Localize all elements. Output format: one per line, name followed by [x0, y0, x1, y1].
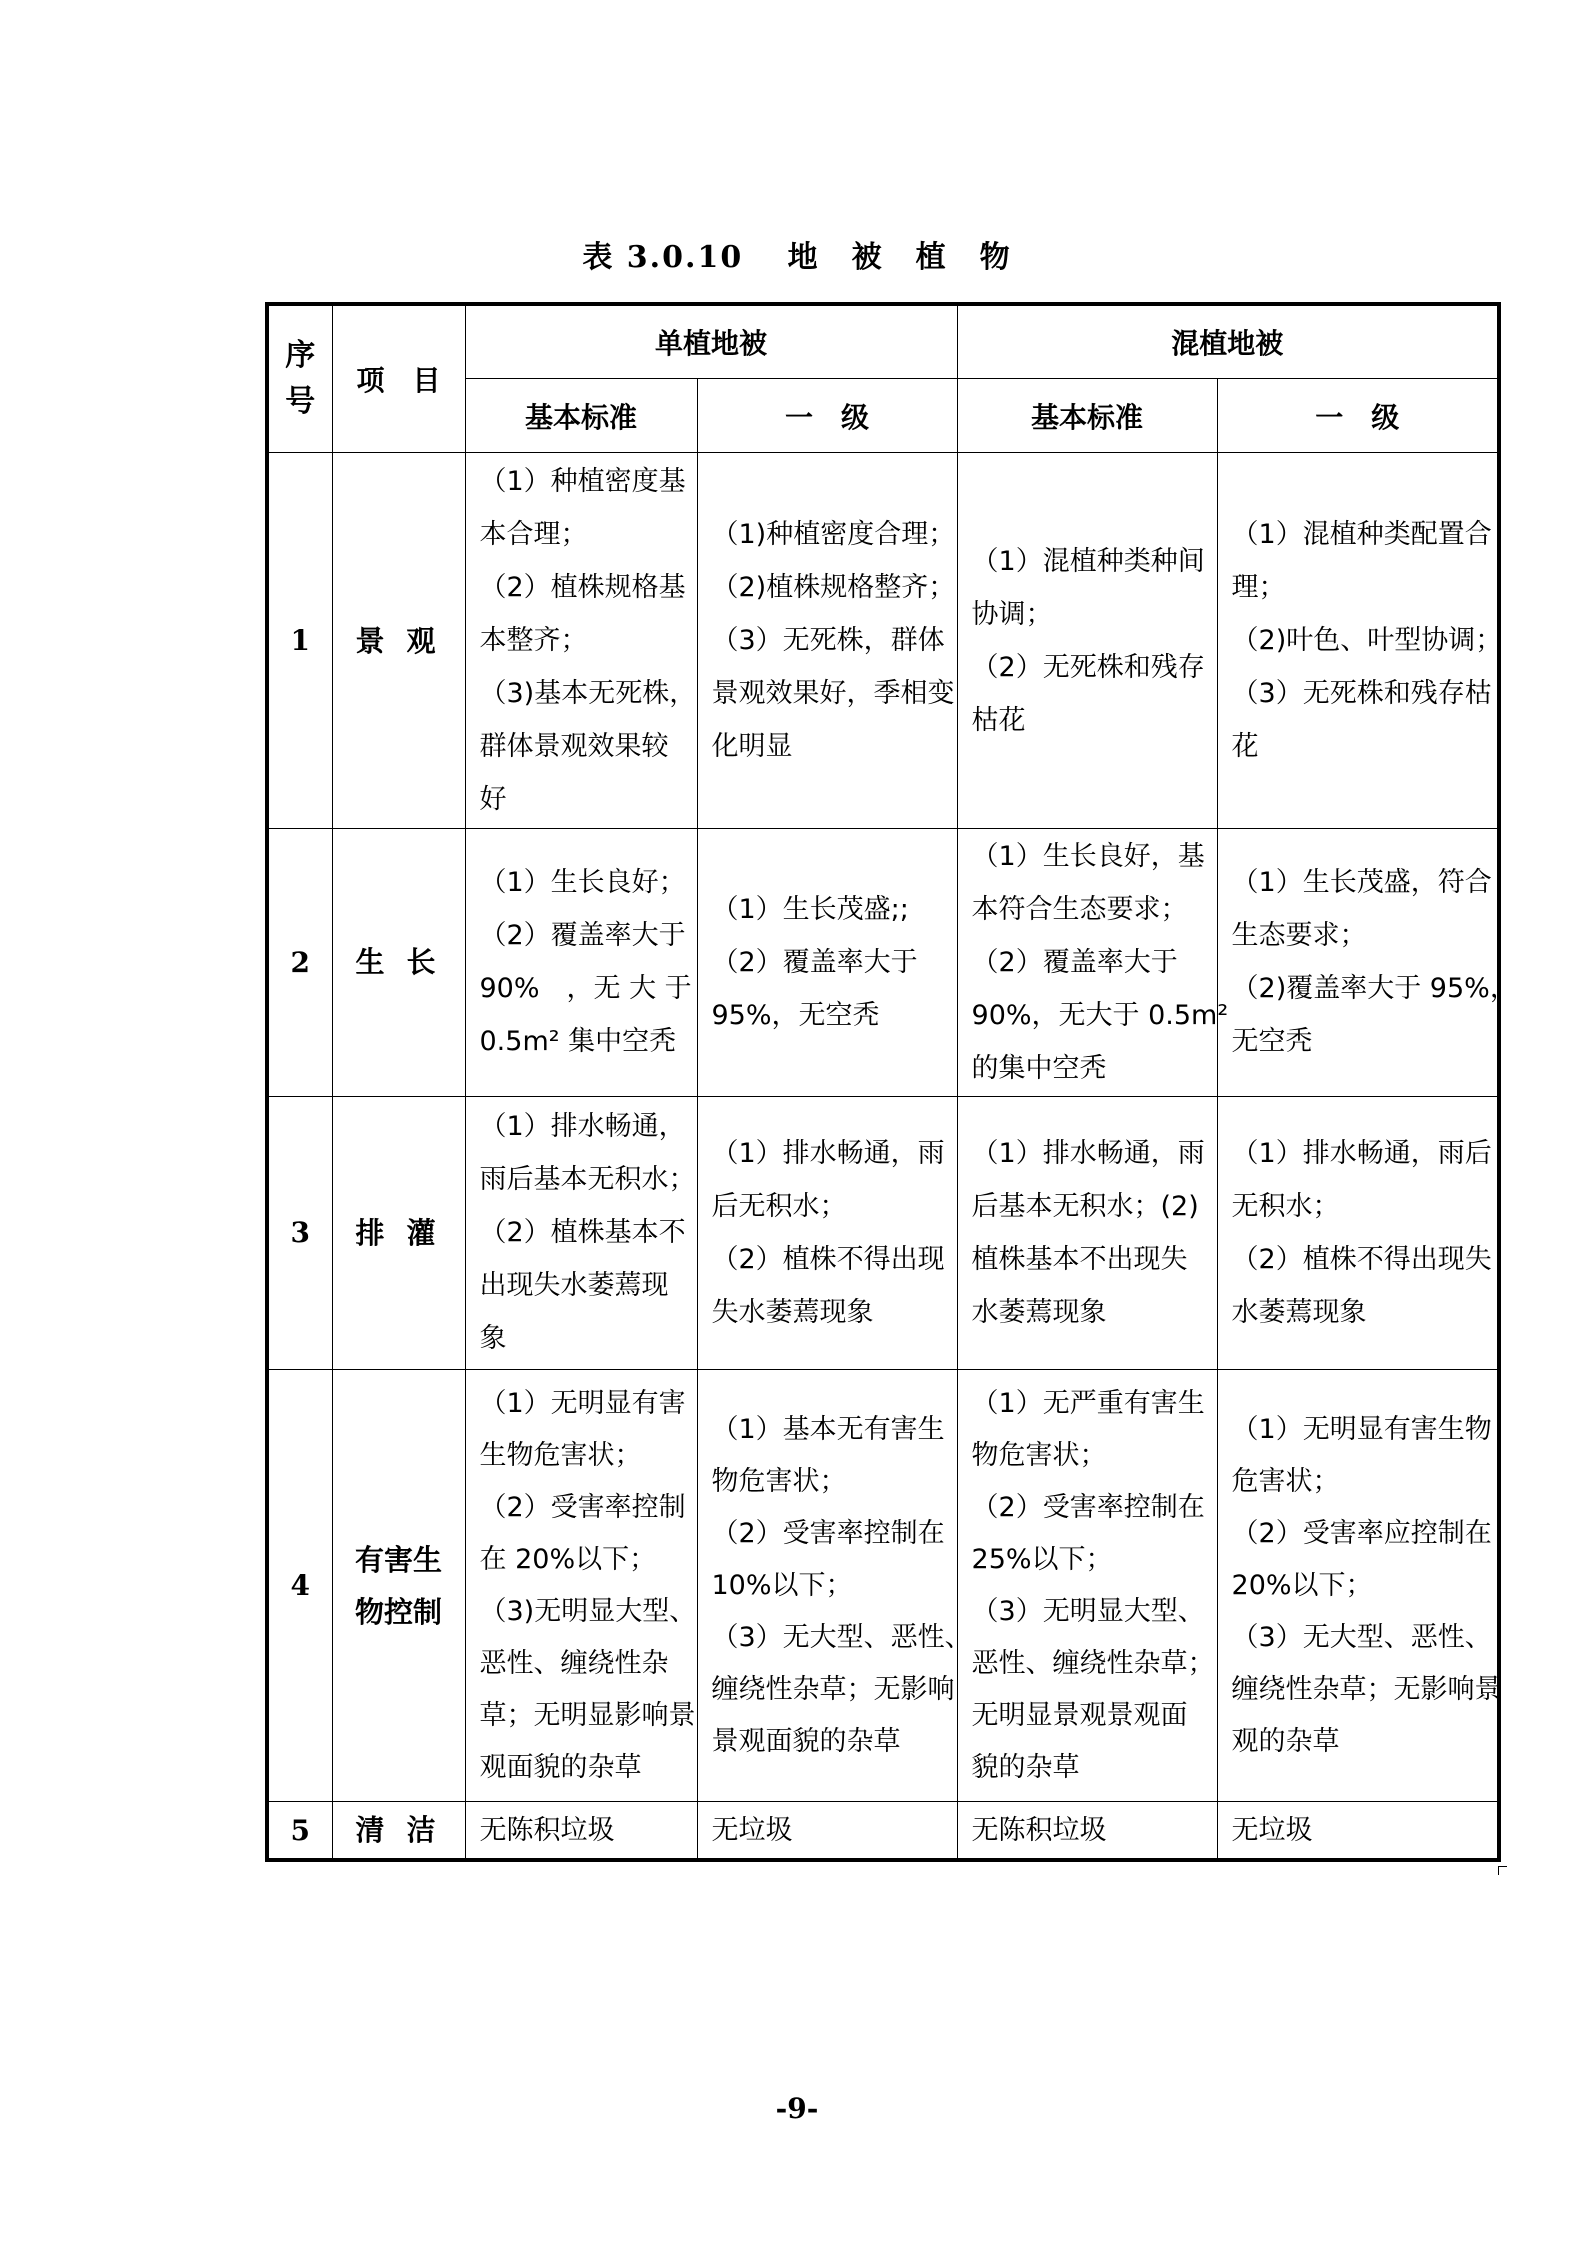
cell-line: 观的杂草 — [1231, 1725, 1340, 1757]
cell-line: 恶性、缠绕性杂草； — [971, 1647, 1215, 1679]
cell-single-level1 — [697, 1096, 957, 1369]
cell-line: 水萎蔫现象 — [971, 1296, 1107, 1328]
cell-single-basic — [465, 1369, 697, 1801]
cell-line: 景观面貌的杂草 — [711, 1725, 901, 1757]
row-number: 5 — [267, 1802, 332, 1860]
ground-cover-standards-table — [265, 302, 1517, 1862]
cell-line: （3）无大型、恶性、 — [711, 1621, 972, 1653]
cell-mixed-basic — [957, 453, 1217, 829]
cell-line: （1）种植密度基 — [479, 466, 686, 498]
cell-single-level1 — [697, 1369, 972, 1801]
cell-single-basic — [465, 829, 697, 1096]
header-mixed-basic: 基本标准 — [957, 378, 1217, 452]
header-mixed-level1: 一 级 — [1217, 378, 1499, 452]
cell-line: 20%以下； — [1231, 1569, 1373, 1601]
cell-line: （1）混植种类种间 — [971, 545, 1205, 577]
cell-line: 貌的杂草 — [971, 1751, 1080, 1783]
cell-mixed-level1 — [1217, 1096, 1499, 1369]
cell-line: （2）植株规格基 — [479, 572, 686, 604]
cell-line: 失水萎蔫现象 — [711, 1296, 874, 1328]
cell-mixed-level1 — [1217, 1802, 1499, 1860]
cell-line: （2)覆盖率大于 95%， — [1231, 973, 1517, 1005]
cell-line: （1）生长良好，基 — [971, 840, 1205, 872]
paragraph-corner-mark — [1498, 1866, 1507, 1875]
cell-line: （2）受害率控制 — [479, 1491, 686, 1523]
cell-line: （2）无死株和残存 — [971, 651, 1205, 683]
cell-mixed-basic — [957, 1802, 1217, 1860]
cell-mixed-level1 — [1217, 453, 1503, 829]
cell-single-basic — [465, 1096, 697, 1369]
cell-line: 草；无明显影响景 — [479, 1699, 696, 1731]
cell-line: 的集中空秃 — [971, 1052, 1107, 1084]
cell-line: （3）无明显大型、 — [971, 1595, 1205, 1627]
cell-line: 象 — [479, 1323, 507, 1355]
cell-line: （3）无死株，群体 — [711, 625, 945, 657]
cell-mixed-basic — [957, 1096, 1217, 1369]
cell-line: 群体景观效果较 — [479, 731, 669, 763]
cell-line: （1）无明显有害生物 — [1231, 1413, 1492, 1445]
cell-line: 90% ，无 大 于 — [479, 973, 692, 1005]
cell-line: （1）无明显有害 — [479, 1387, 686, 1419]
cell-line: 景观效果好，季相变 — [711, 678, 955, 710]
cell-line: 后无积水； — [711, 1190, 847, 1222]
row-number: 3 — [267, 1096, 332, 1369]
header-single-level1: 一 级 — [697, 378, 957, 452]
cell-line: （1）排水畅通，雨 — [971, 1137, 1205, 1169]
cell-line: （2）受害率应控制在 — [1231, 1517, 1492, 1549]
cell-line: 好 — [479, 784, 507, 816]
cell-line: （3）无死株和残存枯 — [1231, 678, 1492, 710]
cell-line: （3)基本无死株， — [479, 678, 697, 710]
cell-line: （3）无大型、恶性、 — [1231, 1621, 1492, 1653]
table-row — [267, 1096, 1499, 1369]
row-item-name: 生 长 — [332, 829, 465, 1096]
cell-line: （2）受害率控制在 — [971, 1491, 1205, 1523]
row-item-name-line: 物控制 — [354, 1594, 442, 1629]
row-number: 2 — [267, 829, 332, 1096]
cell-line: 化明显 — [711, 731, 793, 763]
cell-line: （1）无严重有害生 — [971, 1387, 1205, 1419]
table-row — [267, 1369, 1499, 1801]
cell-line: 物危害状； — [971, 1439, 1107, 1471]
cell-line: （2）植株基本不 — [479, 1217, 686, 1249]
cell-line: 枯花 — [971, 704, 1026, 736]
table-row — [267, 453, 1499, 829]
row-item-name-line: 有害生 — [354, 1542, 442, 1577]
cell-mixed-level1 — [1217, 1369, 1502, 1801]
cell-line: 观面貌的杂草 — [479, 1751, 642, 1783]
cell-line: 无明显景观景观面 — [971, 1699, 1188, 1731]
cell-single-level1 — [697, 453, 957, 829]
header-serial — [267, 304, 332, 453]
cell-line: 无陈积垃圾 — [971, 1814, 1107, 1846]
cell-single-basic — [465, 453, 697, 829]
row-item-name: 景 观 — [332, 453, 465, 829]
cell-line: 本符合生态要求； — [971, 893, 1188, 925]
cell-line: （1）生长良好； — [479, 867, 686, 899]
row-item-name: 清 洁 — [332, 1802, 465, 1860]
cell-mixed-basic — [957, 829, 1229, 1096]
cell-line: 生态要求； — [1231, 920, 1367, 952]
cell-line: 出现失水萎蔫现 — [479, 1270, 669, 1302]
cell-single-basic — [465, 1802, 697, 1860]
cell-line: 生物危害状； — [479, 1439, 642, 1471]
cell-line: 花 — [1231, 731, 1259, 763]
cell-line: （2)植株规格整齐； — [711, 572, 956, 604]
cell-line: 无积水； — [1231, 1190, 1340, 1222]
cell-line: 无空秃 — [1231, 1026, 1313, 1058]
cell-line: 植株基本不出现失 — [971, 1243, 1188, 1275]
cell-line: 协调； — [971, 598, 1053, 630]
cell-line: （2)叶色、叶型协调； — [1231, 625, 1503, 657]
cell-line: 恶性、缠绕性杂 — [479, 1647, 669, 1679]
header-mixed-planting: 混植地被 — [957, 304, 1499, 378]
cell-line: （1）生长茂盛，符合 — [1231, 867, 1492, 899]
table-row — [267, 829, 1499, 1096]
cell-line: 10%以下； — [711, 1569, 853, 1601]
table-row — [267, 1802, 1499, 1860]
cell-line: 危害状； — [1231, 1465, 1340, 1497]
cell-line: （1）混植种类配置合 — [1231, 519, 1492, 551]
cell-line: 缠绕性杂草；无影响 — [711, 1673, 955, 1705]
cell-single-level1 — [697, 829, 957, 1096]
cell-line: （2）覆盖率大于 — [971, 946, 1178, 978]
cell-line: 雨后基本无积水； — [479, 1164, 696, 1196]
cell-line: 物危害状； — [711, 1465, 847, 1497]
cell-line: 无垃圾 — [1231, 1814, 1313, 1846]
cell-single-level1 — [697, 1802, 957, 1860]
cell-mixed-basic — [957, 1369, 1217, 1801]
cell-line: 缠绕性杂草；无影响景 — [1231, 1673, 1502, 1705]
cell-line: 后基本无积水；(2) — [971, 1190, 1199, 1222]
cell-mixed-level1 — [1217, 829, 1517, 1096]
table-title: 表 3.0.10 地 被 植 物 — [582, 240, 1012, 275]
cell-line: 本整齐； — [479, 625, 588, 657]
cell-line: 在 20%以下； — [479, 1543, 657, 1575]
cell-line: 理； — [1231, 572, 1286, 604]
cell-line: 本合理； — [479, 519, 588, 551]
cell-line: （1）排水畅通， — [479, 1111, 686, 1143]
cell-line: 25%以下； — [971, 1543, 1113, 1575]
cell-line: （2）覆盖率大于 — [479, 920, 686, 952]
header-single-planting: 单植地被 — [465, 304, 957, 378]
row-number: 1 — [267, 453, 332, 829]
header-single-basic: 基本标准 — [465, 378, 697, 452]
cell-line: 无陈积垃圾 — [479, 1814, 615, 1846]
cell-line: （1)种植密度合理； — [711, 519, 956, 551]
cell-line: 90%，无大于 0.5m² — [971, 999, 1229, 1031]
page-number: -9- — [775, 2092, 819, 2125]
cell-line: （3)无明显大型、 — [479, 1595, 697, 1627]
cell-line: （2）植株不得出现 — [711, 1243, 945, 1275]
header-item: 项 目 — [332, 304, 465, 453]
cell-line: （1）生长茂盛;; — [711, 893, 909, 925]
cell-line: （2）覆盖率大于 — [711, 946, 918, 978]
row-item-name: 排 灌 — [332, 1096, 465, 1369]
cell-line: （1）排水畅通，雨 — [711, 1137, 945, 1169]
cell-line: （2）植株不得出现失 — [1231, 1243, 1492, 1275]
cell-line: 0.5m² 集中空秃 — [479, 1026, 677, 1058]
cell-line: （2）受害率控制在 — [711, 1517, 945, 1549]
cell-line: （1）基本无有害生 — [711, 1413, 945, 1445]
cell-line: 95%，无空秃 — [711, 999, 880, 1031]
cell-line: （1）排水畅通，雨后 — [1231, 1137, 1492, 1169]
row-item-name — [332, 1369, 465, 1801]
row-number: 4 — [267, 1369, 332, 1801]
cell-line: 水萎蔫现象 — [1231, 1296, 1367, 1328]
cell-line: 无垃圾 — [711, 1814, 793, 1846]
header-serial-label: 序号 — [285, 338, 316, 420]
